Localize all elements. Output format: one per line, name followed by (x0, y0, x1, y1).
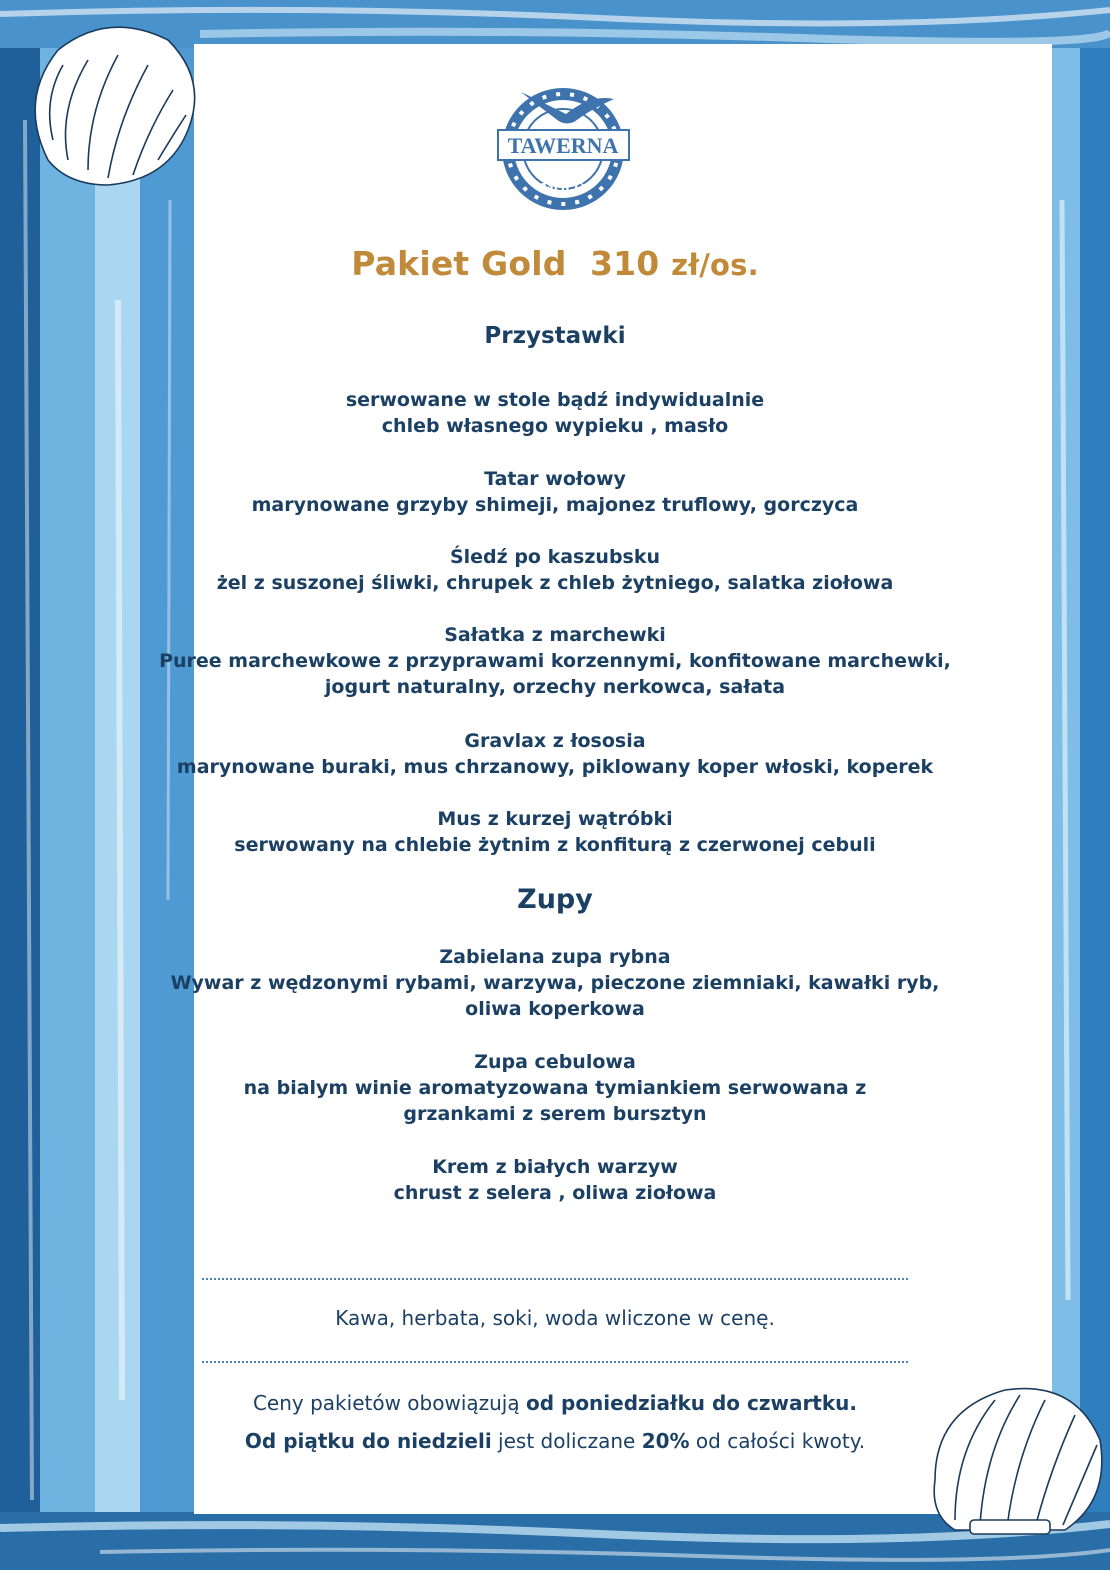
dish-description: Wywar z wędzonymi rybami, warzywa, pieczone ziemniaki, kawałki ryb, (170, 972, 940, 994)
dish-description: marynowane grzyby shimeji, majonez truflowy, gorczyca (251, 494, 859, 516)
dish-name: Mus z kurzej wątróbki (437, 808, 673, 830)
pricing-text: od całości kwoty. (689, 1429, 866, 1453)
dish-name: Zabielana zupa rybna (439, 946, 671, 968)
dish-item (140, 466, 970, 518)
package-name: Pakiet Gold (351, 244, 567, 283)
dish-item (140, 387, 970, 439)
dish-item (140, 1154, 970, 1206)
dotted-divider (202, 1361, 908, 1363)
dish-item (140, 622, 970, 700)
dish-line: serwowane w stole bądź indywidualnie (345, 389, 765, 411)
dish-item (140, 806, 970, 858)
dish-name: Śledź po kaszubsku (449, 546, 661, 568)
package-price-unit: zł/os. (671, 248, 759, 282)
logo-name-top: TAWERNA (507, 133, 619, 158)
section-heading-soups: Zupy (517, 884, 593, 915)
dish-description: grzankami z serem bursztyn (403, 1103, 707, 1125)
dish-name: Gravlax z łososia (464, 730, 646, 752)
dish-name: Zupa cebulowa (474, 1051, 636, 1073)
pricing-note-line-2 (140, 1429, 970, 1453)
dish-description: marynowane buraki, mus chrzanowy, piklowany koper włoski, koperek (176, 756, 934, 778)
dish-item (140, 1049, 970, 1127)
pricing-note-line-1 (140, 1391, 970, 1415)
dish-description: na bialym winie aromatyzowana tymiankiem serwowana z (243, 1077, 867, 1099)
dish-description: chrust z selera , oliwa ziołowa (393, 1182, 717, 1204)
dish-description: żel z suszonej śliwki, chrupek z chleb żytniego, salatka ziołowa (216, 572, 894, 594)
pricing-text: Ceny pakietów obowiązują (252, 1391, 526, 1415)
dish-description: jogurt naturalny, orzechy nerkowca, sałata (324, 676, 786, 698)
dish-item (140, 944, 970, 1022)
dish-item (140, 544, 970, 596)
pricing-days-weekday: od poniedziałku do czwartku (525, 1391, 850, 1415)
package-title (140, 244, 970, 283)
package-price: 310 (589, 244, 660, 283)
dish-item (140, 728, 970, 780)
dish-description: oliwa koperkowa (465, 998, 645, 1020)
menu-content (140, 0, 970, 1570)
dish-line: chleb własnego wypieku , masło (381, 415, 729, 437)
dish-name: Tatar wołowy (484, 468, 626, 490)
pricing-text: . (849, 1391, 858, 1415)
pricing-surcharge: 20% (641, 1429, 690, 1453)
drinks-included-note: Kawa, herbata, soki, woda wliczone w cenę. (335, 1306, 775, 1330)
dish-name: Krem z białych warzyw (432, 1156, 678, 1178)
pricing-text: jest doliczane (491, 1429, 642, 1453)
dotted-divider (202, 1278, 908, 1280)
section-heading-starters: Przystawki (484, 323, 626, 349)
logo-name-bottom: MOLO (540, 181, 586, 196)
dish-name: Sałatka z marchewki (444, 624, 666, 646)
dish-description: serwowany na chlebie żytnim z konfiturą z czerwonej cebuli (234, 834, 876, 856)
dish-description: Puree marchewkowe z przyprawami korzennymi, konfitowane marchewki, (159, 650, 951, 672)
tawerna-molo-logo (496, 74, 631, 214)
pricing-days-weekend: Od piątku do niedzieli (244, 1429, 492, 1453)
